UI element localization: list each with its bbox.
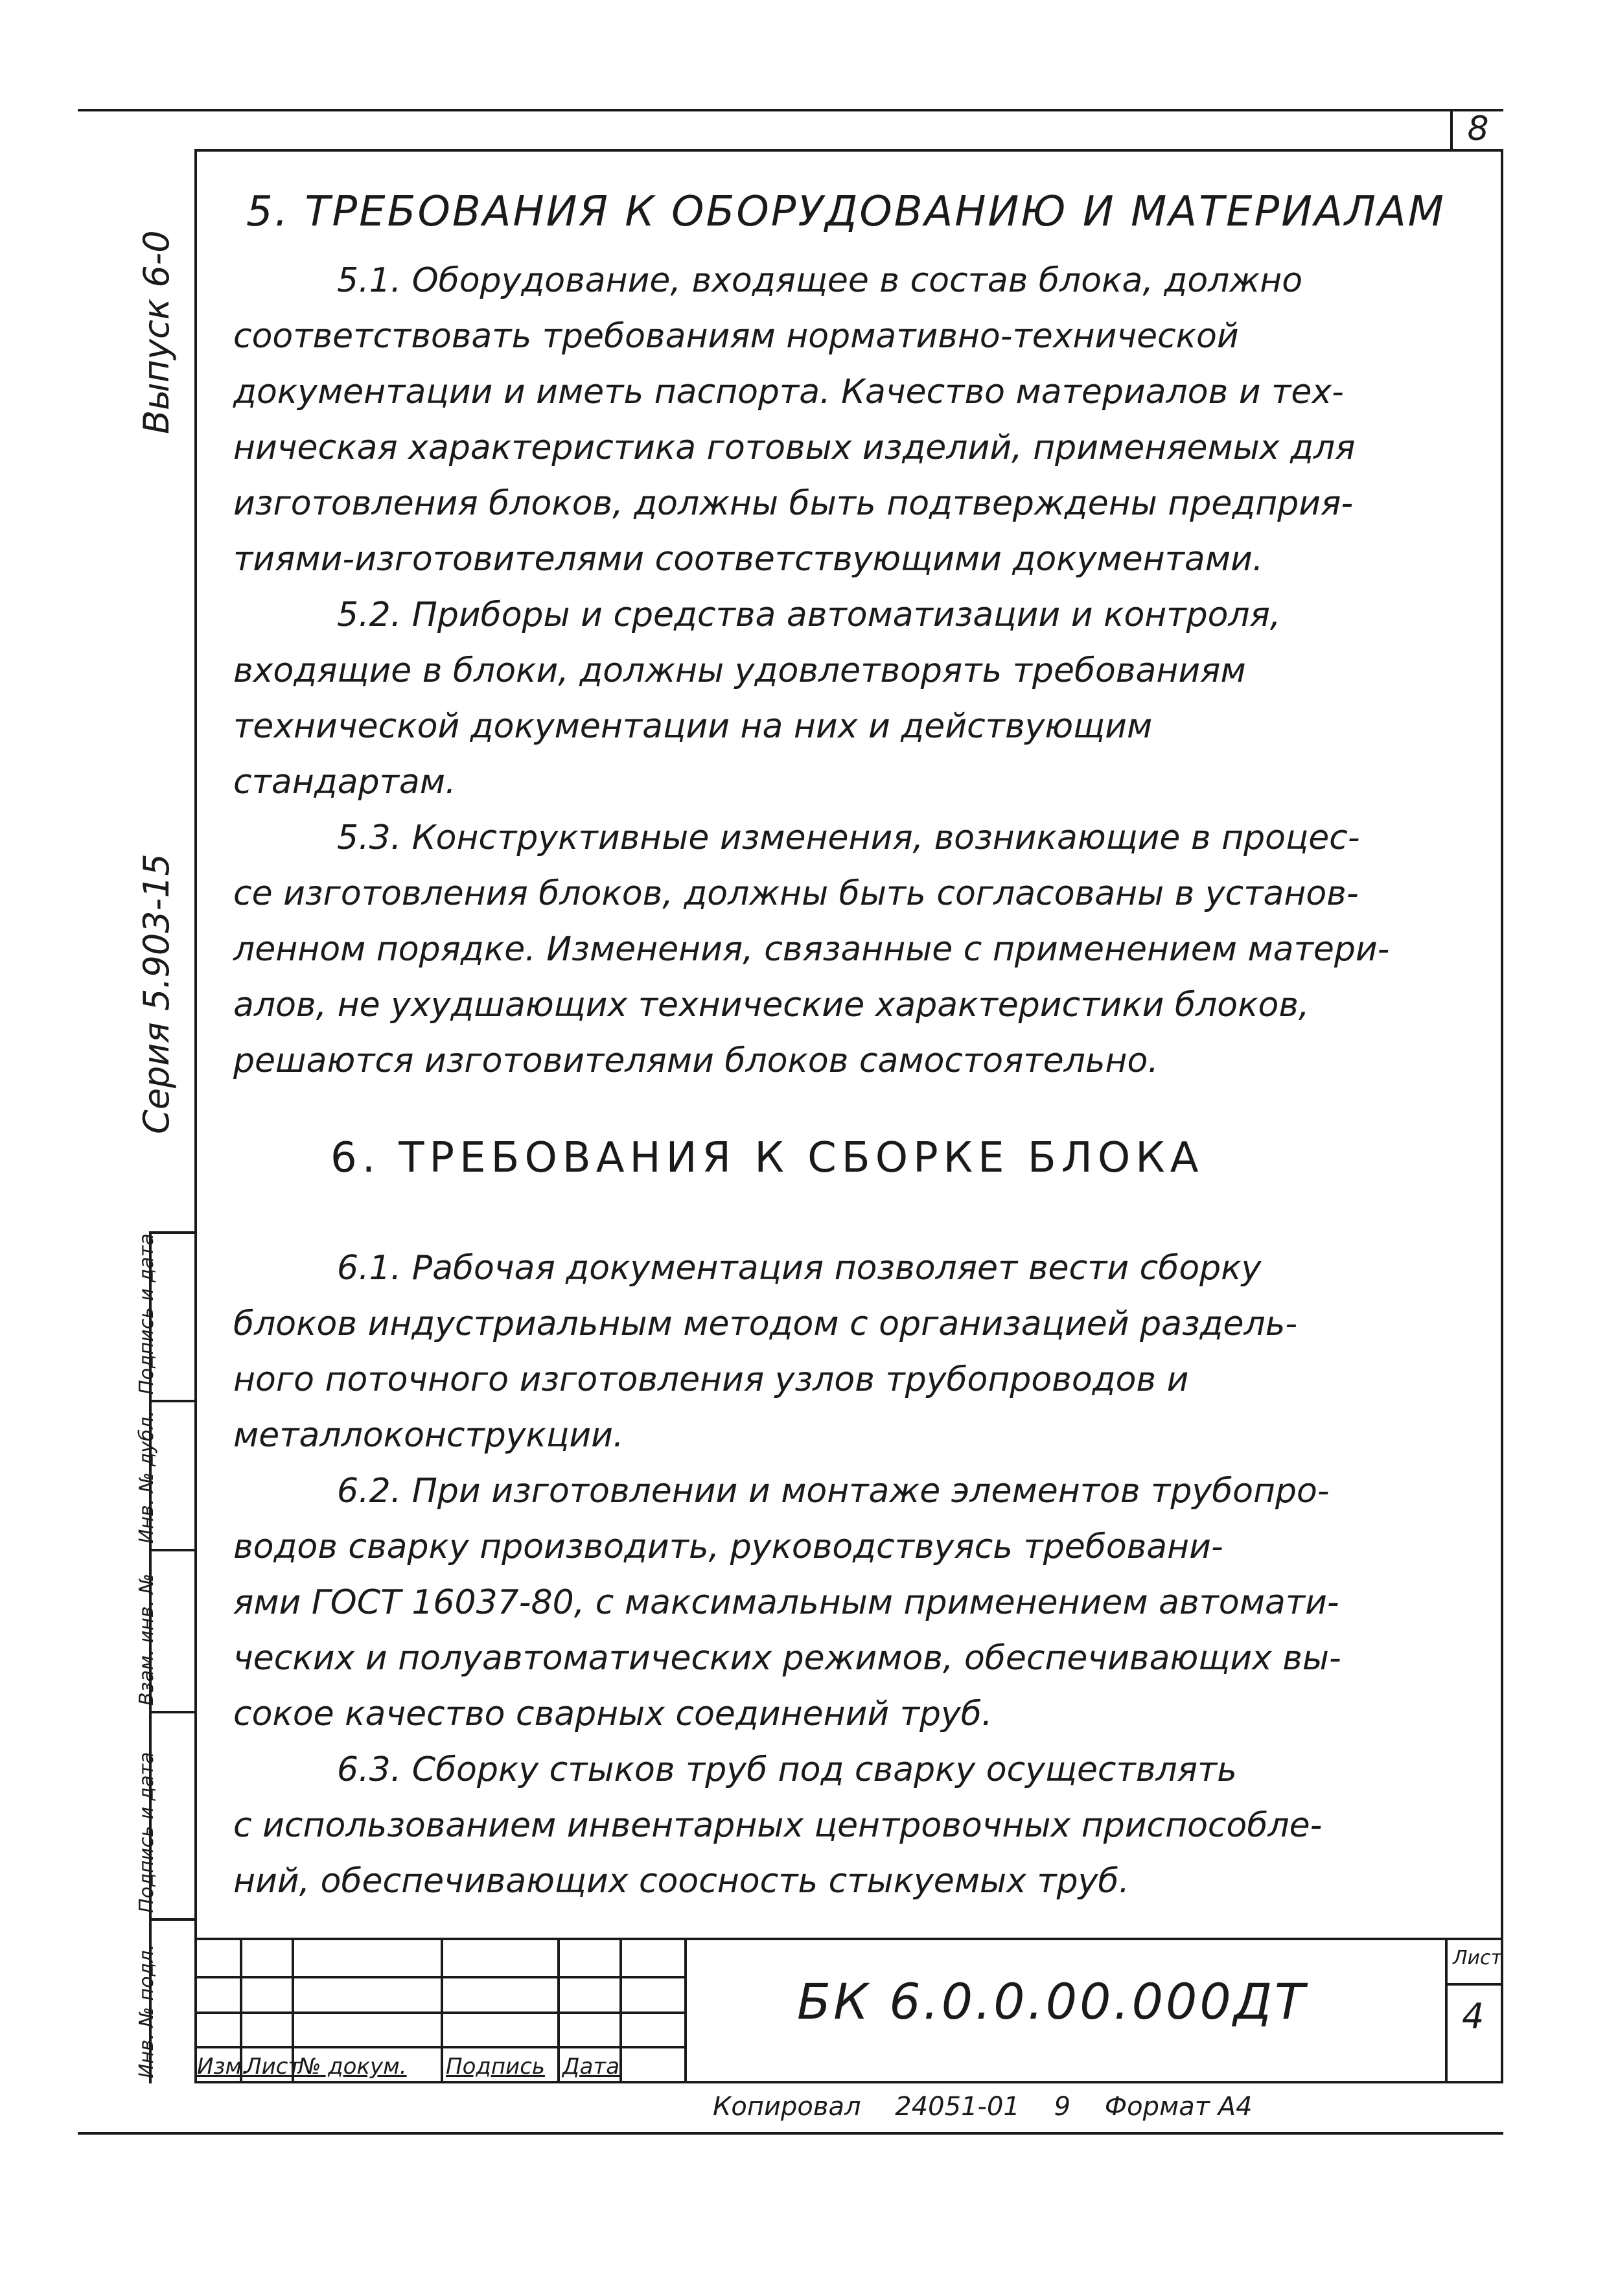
paragraph: 5.3. Конструктивные изменения, возникающие в процес- се изготовления блоков, должны быть согласованы в установ- ленном порядке. Изменения, связанные с применением матери- алов, не ухудшающих технические характеристики блоков, решаются изготовителями блоков самостоятельно. [233,818,1390,1080]
col-label: Лист [245,2054,301,2080]
series-label: Серия 5.903-15 [136,853,177,1134]
paragraph: 6.2. При изготовлении и монтаже элементов трубопро- водов сварку производить, руководствуясь требовани- ями ГОСТ 16037-80, с максимальным применением автомати- ческих и полуавтоматических режимов, обеспечивающих вы- сокое качество сварных соединений труб. [233,1472,1341,1734]
issue-label: Выпуск 6-0 [136,230,177,434]
stamp-field: Инв. № дубл. [152,1400,197,1549]
page-number: 8 [1450,109,1503,149]
col-label: Подпись [446,2054,545,2080]
copy-number: 9 [1054,2092,1071,2122]
col-label: Изм. [197,2054,249,2080]
top-rule [78,109,1503,111]
stamp-column [135,1231,194,2083]
title-block [194,1938,1503,2083]
stamp-field: Взам. инв. № [152,1549,197,1711]
revision-grid [194,1940,687,2083]
paragraph: 5.1. Оборудование, входящее в состав блока, должно соответствовать требованиям нормативно-технической документации и иметь паспорта. Качество материалов и тех- ническая характеристика готовых изделий, применяемых для изготовления блоков, должны быть подтверждены предприя- тиями-изготовителями соответствующими документами. [233,261,1356,579]
paragraph: 6.3. Сборку стыков труб под сварку осуществлять с использованием инвентарных центровочных приспособле- ний, обеспечивающих соосность стыкуемых труб. [233,1750,1323,1901]
section-heading: 5. ТРЕБОВАНИЯ К ОБОРУДОВАНИЮ И МАТЕРИАЛАМ [246,188,1446,236]
document-body [233,188,1477,1909]
stamp-field: Инв. № подл. [152,1918,197,2083]
stamp-field: Подпись и дата [152,1711,197,1918]
bottom-rule [78,2132,1503,2135]
paragraph: 6.1. Рабочая документация позволяет вести сборку блоков индустриальным методом с организацией раздель- ного поточного изготовления узлов трубопроводов и металлоконструкции. [233,1249,1298,1455]
sheet-number: 4 [1462,1996,1485,2037]
paragraph: 5.2. Приборы и средства автоматизации и контроля, входящие в блоки, должны удовлетворять требованиям технической документации на них и действующим стандартам. [233,596,1281,802]
format-label: Формат А4 [1104,2092,1253,2122]
sheet-label: Лист [1453,1947,1503,1969]
section-heading: 6. ТРЕБОВАНИЯ К СБОРКЕ БЛОКА [330,1134,1204,1182]
stamp-field: Подпись и дата [152,1231,197,1400]
revision-column-labels [194,2046,687,2083]
order-number: 24051-01 [895,2092,1020,2122]
footer-note [713,2092,1503,2122]
sheet-box [1445,1940,1503,2083]
copied-label: Копировал [713,2092,861,2122]
col-label: № докум. [298,2054,407,2080]
document-designation: БК 6.0.0.00.000ДТ [797,1973,1308,2030]
col-label: Дата [562,2054,620,2080]
